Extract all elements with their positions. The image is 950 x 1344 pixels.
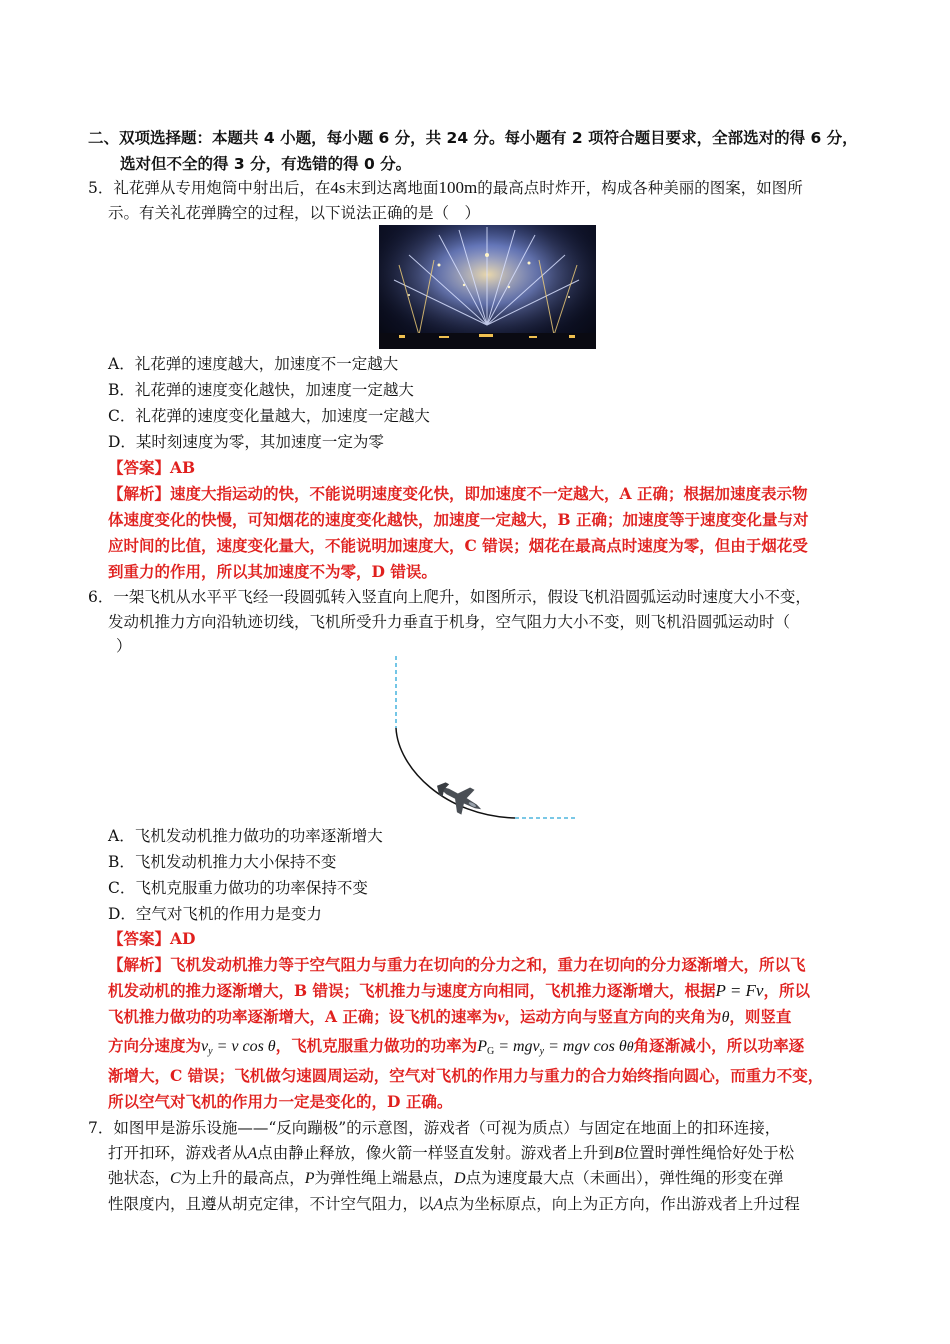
q5-analysis-line3: 应时间的比值，速度变化量大，不能说明加速度大，C 错误；烟花在最高点时速度为零，但由于烟花受 [108,536,808,555]
var-v: v [497,1009,505,1026]
q6-answer-value: AD [170,929,196,948]
q5-time: 4s [330,178,346,197]
q5-stem-c: 的最高点时炸开，构成各种美丽的图案，如图所 [477,179,803,197]
q7-number: 7． [88,1119,114,1137]
arc-path [396,728,515,818]
q7-stem-line3 [108,1166,783,1191]
q6-analysis-line3 [108,1005,791,1030]
q7-point-a2: A [433,1196,444,1213]
fighter-jet-icon [430,773,487,821]
q6-analysis-line1 [108,953,806,977]
q6-analysis-text2b: ，所以 [763,981,810,1000]
q7-stem-line4 [108,1192,800,1217]
q5-analysis-line4: 到重力的作用，所以其加速度不为零，D 错误。 [108,562,437,581]
q7-text1: 如图甲是游乐设施——“反向蹦极”的示意图，游戏者（可视为质点）与固定在地面上的扣环连接， [113,1119,781,1137]
q6-option-a: A．飞机发动机推力做功的功率逐渐增大 [108,827,383,845]
q5-height: 100m [438,178,478,197]
q6-option-d: D．空气对飞机的作用力是变力 [108,905,322,923]
q5-analysis-line2: 体速度变化的快慢，可知烟花的速度变化越快，加速度一定越大，B 正确；加速度等于速度变化量与对 [108,510,809,529]
q7-stem-line1 [88,1116,780,1140]
q6-number: 6． [88,588,114,606]
q7-point-d: D [454,1170,466,1187]
q6-analysis-text3a: 飞机推力做功的功率逐渐增大，A 正确；设飞机的速率为 [108,1007,498,1026]
formula-pg-rest: = mgv cos θ [544,1038,627,1055]
q6-answer-tag: 【答案】 [108,929,171,948]
q5-stem-b: 末到达离地面 [345,179,439,197]
q5-option-b: B．礼花弹的速度变化越快，加速度一定越大 [108,381,414,399]
q6-analysis-text4a: 方向分速度为 [108,1036,202,1055]
q6-analysis-text4c: 角逐渐减小，所以功率逐 [633,1036,805,1055]
formula-gravity-power [477,1037,633,1055]
formula-vy-sub: y [208,1046,213,1057]
q6-analysis-text3b: ，运动方向与竖直方向的夹角为 [504,1007,722,1026]
q5-option-c: C．礼花弹的速度变化量越大，加速度一定越大 [108,407,430,425]
q6-answer [108,927,195,951]
q7-text3d: 点为速度最大点（未画出），弹性绳的形变在弹 [465,1169,784,1187]
q6-analysis-text3c: ，则竖直 [729,1007,792,1026]
formula-theta2: θ [626,1040,634,1055]
q6-analysis-text4b: ，飞机克服重力做功的功率为 [275,1036,478,1055]
q5-option-a: A．礼花弹的速度越大，加速度不一定越大 [108,355,399,373]
fireworks-illustration [379,225,596,349]
q5-analysis-tag: 【解析】 [108,484,171,503]
q5-option-d: D．某时刻速度为零，其加速度一定为零 [108,433,384,451]
formula-pg-sub: G [486,1046,495,1057]
q6-analysis-line4 [108,1034,804,1064]
aircraft-arc-diagram [370,650,590,825]
q5-answer-value: AB [170,458,196,477]
formula-pg-mid: = mgv [494,1038,540,1055]
q5-stem-line1 [88,176,803,200]
q6-option-c: C．飞机克服重力做功的功率保持不变 [108,879,368,897]
q6-stem-line3: ） [116,637,132,655]
formula-pg-p: P [477,1038,487,1055]
fireworks-photo [379,225,596,349]
q7-point-a: A [247,1145,258,1162]
q6-stem-line2: 发动机推力方向沿轨迹切线，飞机所受升力垂直于机身，空气阻力大小不变，则飞机沿圆弧运动时（ [108,613,791,631]
q7-text4a: 性限度内，且遵从胡克定律，不计空气阻力，以 [108,1195,434,1213]
q6-analysis-text1: 飞机发动机推力等于空气阻力与重力在切向的分力之和，重力在切向的分力逐渐增大，所以飞 [170,955,806,974]
q6-option-b: B．飞机发动机推力大小保持不变 [108,853,337,871]
var-theta: θ [721,1009,730,1026]
q7-text2b: 点由静止释放，像火箭一样竖直发射。游戏者上升到 [257,1144,614,1162]
formula-vy-rest: = v cos θ [212,1038,276,1055]
q6-stem-text1: 一架飞机从水平平飞经一段圆弧转入竖直向上爬升，如图所示，假设飞机沿圆弧运动时速度大小不变， [113,588,811,606]
q6-analysis-line5: 渐增大，C 错误；飞机做匀速圆周运动，空气对飞机的作用力与重力的合力始终指向圆心，而重力不变， [108,1066,824,1085]
q7-text2c: 位置时弹性绳恰好处于松 [623,1144,795,1162]
formula-vertical-velocity [201,1037,276,1055]
q5-answer [108,456,195,480]
q7-text4b: 点为坐标原点，向上为正方向，作出游戏者上升过程 [443,1195,800,1213]
formula-vy-v: v [201,1038,209,1055]
section-header-line1: 二、双项选择题：本题共 4 小题，每小题 6 分，共 24 分。每小题有 2 项符合题目要求，全部选对的得 6 分， [88,129,858,147]
q7-point-c: C [170,1170,181,1187]
arc-trajectory-svg [370,650,590,825]
q5-stem-line2: 示。有关礼花弹腾空的过程，以下说法正确的是（ ） [108,204,481,222]
q5-number: 5． [88,179,114,197]
q7-text3b: 为上升的最高点， [180,1169,305,1187]
q6-analysis-tag: 【解析】 [108,955,171,974]
q6-analysis-line6: 所以空气对飞机的作用力一定是变化的，D 正确。 [108,1092,453,1111]
q7-text2a: 打开扣环，游戏者从 [108,1144,248,1162]
q5-answer-tag: 【答案】 [108,458,171,477]
formula-pg-sub2: y [539,1046,545,1057]
q7-point-p: P [304,1170,315,1187]
q6-stem-line1 [88,585,811,609]
q5-analysis-text1: 速度大指运动的快，不能说明速度变化快，即加速度不一定越大，A 正确；根据加速度表示物 [170,484,808,503]
section-header-line2: 选对但不全的得 3 分，有选错的得 0 分。 [120,155,412,173]
q5-stem-a: 礼花弹从专用炮筒中射出后，在 [113,179,331,197]
q5-analysis-line1 [108,482,807,506]
q6-analysis-line2 [108,979,810,1003]
q7-stem-line2 [108,1141,794,1166]
q7-text3c: 为弹性绳上端悬点， [314,1169,454,1187]
q6-analysis-text2: 机发动机的推力逐渐增大，B 错误；飞机推力与速度方向相同，飞机推力逐渐增大，根据 [108,981,716,1000]
formula-power: P = Fv [715,981,764,1000]
q7-point-b: B [613,1145,624,1162]
q7-text3a: 弛状态， [108,1169,171,1187]
